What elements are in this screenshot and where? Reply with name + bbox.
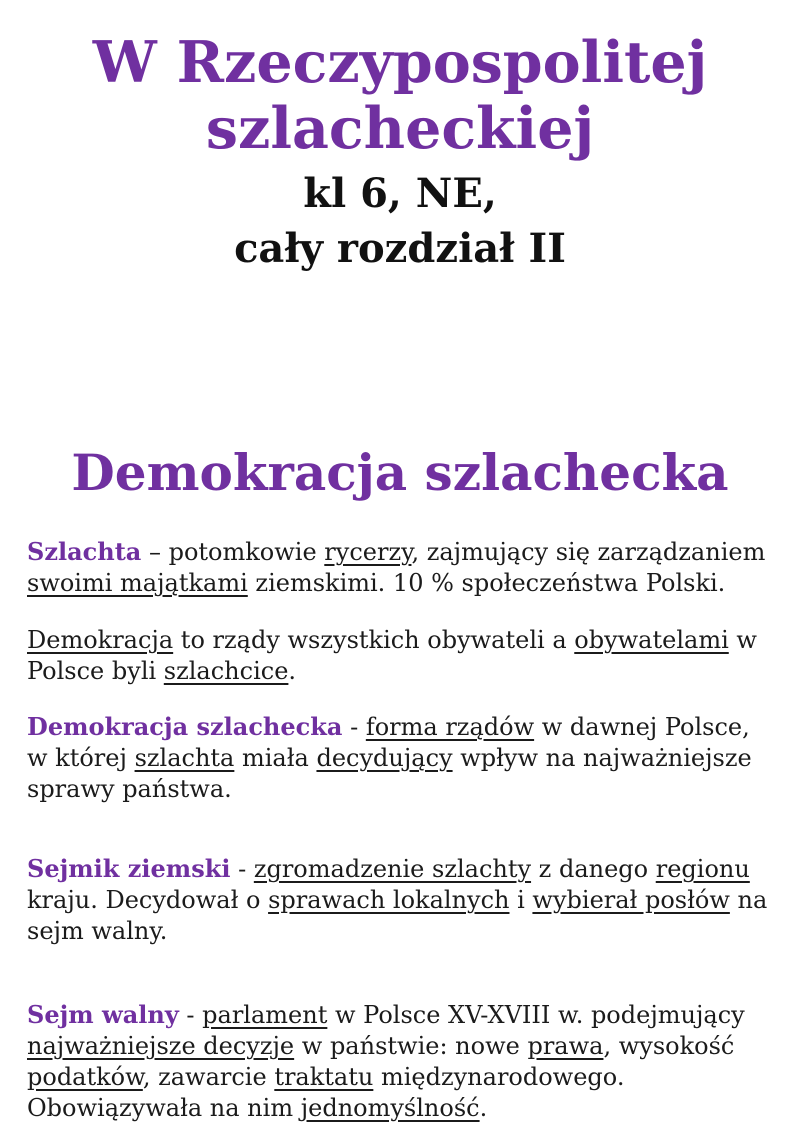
page-subtitle bbox=[0, 166, 800, 276]
term-highlight: Szlachta bbox=[27, 537, 142, 566]
text-segment: , wysokość bbox=[603, 1032, 735, 1060]
definition-demokracja-szlachecka bbox=[27, 711, 775, 805]
page-title bbox=[0, 30, 800, 162]
text-segment: kraju. Decydował o bbox=[27, 886, 269, 914]
underlined-phrase: szlachta bbox=[134, 744, 235, 772]
underlined-phrase: Demokracja bbox=[27, 626, 174, 654]
underlined-phrase: swoimi majątkami bbox=[27, 569, 248, 597]
text-segment: w państwie: nowe bbox=[294, 1032, 528, 1060]
text-segment: międzynarodowego. Obowiązywała na nim bbox=[27, 1063, 625, 1122]
underlined-phrase: regionu bbox=[655, 855, 750, 883]
text-segment: w dawnej Polsce, w której bbox=[27, 713, 750, 772]
text-segment: w Polsce byli bbox=[27, 626, 757, 685]
text-segment: – potomkowie bbox=[141, 538, 325, 566]
text-segment: na sejm walny. bbox=[27, 886, 768, 945]
term-highlight: Sejm walny bbox=[27, 1000, 179, 1029]
underlined-phrase: traktatu bbox=[274, 1063, 374, 1091]
underlined-phrase: wybierał posłów bbox=[532, 886, 730, 914]
underlined-phrase: jednomyślność bbox=[300, 1094, 480, 1122]
underlined-phrase: zgromadzenie szlachty bbox=[253, 855, 532, 883]
text-segment: ziemskimi. 10 % społeczeństwa Polski. bbox=[247, 569, 726, 597]
text-segment: - bbox=[178, 1001, 203, 1029]
page-title-line1: W Rzeczypospolitej bbox=[92, 29, 708, 96]
text-segment: z danego bbox=[531, 855, 656, 883]
text-segment: w Polsce XV-XVIII w. podejmujący bbox=[327, 1001, 745, 1029]
text-segment: - bbox=[342, 713, 366, 741]
underlined-phrase: szlachcice bbox=[163, 657, 289, 685]
page-title-line2: szlacheckiej bbox=[205, 95, 595, 162]
text-segment: miała bbox=[234, 744, 317, 772]
page-subtitle-line1: kl 6, NE, bbox=[303, 170, 497, 217]
text-segment: - bbox=[230, 855, 254, 883]
definition-sejmik-ziemski bbox=[27, 853, 775, 947]
page-subtitle-line2: cały rozdział II bbox=[234, 225, 566, 272]
definition-demokracja bbox=[27, 625, 775, 687]
underlined-phrase: obywatelami bbox=[574, 626, 729, 654]
text-segment: . bbox=[479, 1094, 488, 1122]
underlined-phrase: decydujący bbox=[316, 744, 453, 772]
text-segment: , zajmujący się zarządzaniem bbox=[411, 538, 766, 566]
underlined-phrase: najważniejsze decyzje bbox=[27, 1032, 295, 1060]
text-segment: , zawarcie bbox=[142, 1063, 275, 1091]
section-heading: Demokracja szlachecka bbox=[71, 443, 729, 502]
term-highlight: Sejmik ziemski bbox=[27, 854, 231, 883]
definition-sejm-walny bbox=[27, 999, 775, 1124]
underlined-phrase: parlament bbox=[202, 1001, 328, 1029]
underlined-phrase: sprawach lokalnych bbox=[268, 886, 510, 914]
text-segment: to rządy wszystkich obywateli a bbox=[173, 626, 575, 654]
term-highlight: Demokracja szlachecka bbox=[27, 712, 343, 741]
underlined-phrase: prawa bbox=[527, 1032, 604, 1060]
definitions-content bbox=[0, 536, 800, 1124]
text-segment: . bbox=[288, 657, 297, 685]
definition-szlachta bbox=[27, 536, 775, 599]
text-segment: i bbox=[509, 886, 533, 914]
document-page bbox=[0, 30, 800, 1131]
underlined-phrase: rycerzy bbox=[324, 538, 412, 566]
text-segment: wpływ na najważniejsze sprawy państwa. bbox=[27, 744, 752, 803]
underlined-phrase: forma rządów bbox=[365, 713, 535, 741]
underlined-phrase: podatków bbox=[27, 1063, 143, 1091]
